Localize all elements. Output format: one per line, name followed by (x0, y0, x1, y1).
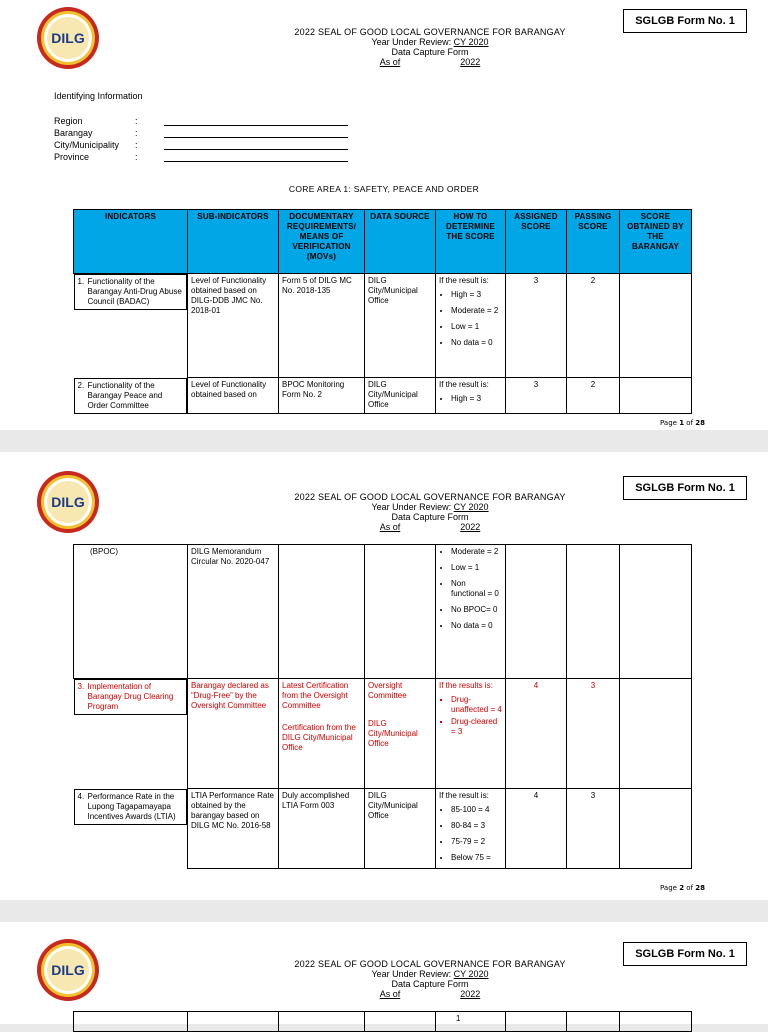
list-item: • No data = 0 (451, 338, 502, 348)
logo-text: DILG (51, 962, 85, 978)
form-number-box (623, 476, 747, 500)
list-item: ▪ Drug-cleared = 3 (451, 717, 502, 737)
core-area-title: CORE AREA 1: SAFETY, PEACE AND ORDER (288, 184, 480, 194)
how-cell: If the result is: • 85-100 = 4 • 80-84 = 3 • 75-79 = 2 • Below 75 = (436, 789, 506, 869)
how-cell (436, 545, 506, 679)
list-item: • High = 3 (451, 394, 502, 404)
header-title: 2022 SEAL OF GOOD LOCAL GOVERNANCE FOR BARANGAY (294, 27, 566, 37)
col-sub-indicators: SUB-INDICATORS (188, 210, 279, 274)
field-province: Province : (54, 152, 374, 164)
how-cell: If the result is: • High = 3 (436, 378, 506, 414)
document-header (260, 492, 600, 532)
sub-indicator-cell: Level of Functionality obtained based on DILG-DDB JMC No. 2018-01 (188, 274, 279, 378)
header-year: Year Under Review: CY 2020 (371, 37, 489, 47)
table-row (74, 789, 692, 869)
logo-text: DILG (51, 494, 85, 510)
table-row (74, 1012, 692, 1032)
header-form-name: Data Capture Form (391, 512, 469, 522)
header-year: Year Under Review: CY 2020 (371, 502, 489, 512)
list-item: • 85-100 = 4 (451, 805, 502, 815)
col-assigned: ASSIGNED SCORE (506, 210, 567, 274)
list-item: • Low = 1 (451, 563, 502, 573)
sub-indicator-cell: Barangay declared as “Drug-Free” by the Oversight Committee (188, 679, 279, 789)
page-3 (0, 922, 768, 1024)
city-input[interactable] (164, 149, 348, 150)
list-item: ▪ Drug-unaffected = 4 (451, 695, 502, 715)
table-row (74, 274, 692, 378)
how-cell: If the result is: • High = 3 • Moderate = 2 • Low = 1 • No data = 0 (436, 274, 506, 378)
form-number: SGLGB Form No. 1 (635, 482, 735, 494)
form-number: SGLGB Form No. 1 (635, 948, 735, 960)
table-row (74, 378, 692, 414)
header-title: 2022 SEAL OF GOOD LOCAL GOVERNANCE FOR BARANGAY (294, 492, 566, 502)
col-data-source: DATA SOURCE (365, 210, 436, 274)
col-obtained: SCORE OBTAINED BY THE BARANGAY (620, 210, 692, 274)
obtained-score[interactable] (620, 378, 692, 414)
province-input[interactable] (164, 161, 348, 162)
page-2 (0, 452, 768, 900)
indicator-cell: 4. Performance Rate in the Lupong Tagapamayapa Incentives Awards (LTIA) (74, 789, 188, 825)
list-item: • No data = 0 (451, 621, 502, 631)
page-1 (0, 0, 768, 430)
indicators-table-p3 (73, 1011, 692, 1032)
obtained-score[interactable] (620, 679, 692, 789)
assigned-score: 4 (506, 679, 567, 789)
header-asof: As of 2022 (379, 57, 481, 67)
dilg-logo (36, 938, 100, 1002)
form-number: SGLGB Form No. 1 (635, 15, 735, 27)
header-form-name: Data Capture Form (391, 47, 469, 57)
source-cell: DILG City/Municipal Office (365, 378, 436, 414)
mov-cell: Duly accomplished LTIA Form 003 (279, 789, 365, 869)
header-asof: As of 2022 (379, 989, 481, 999)
list-item: • Non functional = 0 (451, 579, 502, 599)
passing-score: 2 (567, 274, 620, 378)
passing-score: 3 (567, 789, 620, 869)
dilg-logo (36, 470, 100, 534)
assigned-score: 3 (506, 274, 567, 378)
list-item: • Moderate = 2 (451, 306, 502, 316)
field-city: City/Municipality : (54, 140, 374, 152)
list-item: • 75-79 = 2 (451, 837, 502, 847)
table-row (74, 679, 692, 789)
source-cell: Oversight Committee DILG City/Municipal Office (365, 679, 436, 789)
dilg-logo (36, 6, 100, 70)
assigned-score: 4 (506, 789, 567, 869)
mov-cell: Latest Certification from the Oversight Committee Certification from the DILG City/Municipal Office (279, 679, 365, 789)
form-number-box (623, 9, 747, 33)
source-cell: DILG City/Municipal Office (365, 789, 436, 869)
header-year: Year Under Review: CY 2020 (371, 969, 489, 979)
indicator-cell: 3. Implementation of Barangay Drug Clearing Program (74, 679, 188, 715)
indicator-cell: 1. Functionality of the Barangay Anti-Drug Abuse Council (BADAC) (74, 274, 188, 310)
header-asof: As of 2022 (379, 522, 481, 532)
header-title: 2022 SEAL OF GOOD LOCAL GOVERNANCE FOR BARANGAY (294, 959, 566, 969)
barangay-input[interactable] (164, 137, 348, 138)
col-indicators: INDICATORS (74, 210, 188, 274)
document-header (260, 959, 600, 999)
list-item: • Moderate = 2 (451, 547, 502, 557)
source-cell: DILG City/Municipal Office (365, 274, 436, 378)
document-header (260, 27, 600, 67)
list-item: • 80-84 = 3 (451, 821, 502, 831)
passing-score: 2 (567, 378, 620, 414)
mov-cell: Form 5 of DILG MC No. 2018-135 (279, 274, 365, 378)
assigned-score: 3 (506, 378, 567, 414)
obtained-score[interactable] (620, 545, 692, 679)
table-row (74, 545, 692, 679)
list-item: • High = 3 (451, 290, 502, 300)
list-item: • No BPOC= 0 (451, 605, 502, 615)
page-number: Page 1 of 28 (660, 419, 706, 427)
col-movs: DOCUMENTARY REQUIREMENTS/ MEANS OF VERIFICATION (MOVs) (279, 210, 365, 274)
obtained-score[interactable] (620, 274, 692, 378)
obtained-score[interactable] (620, 789, 692, 869)
list-item: • Low = 1 (451, 322, 502, 332)
passing-score: 3 (567, 679, 620, 789)
mov-cell: BPOC Monitoring Form No. 2 (279, 378, 365, 414)
identifying-title: Identifying Information (54, 91, 143, 101)
header-form-name: Data Capture Form (391, 979, 469, 989)
indicator-cell: 2. Functionality of the Barangay Peace and Order Committee (74, 378, 188, 414)
form-number-box (623, 942, 747, 966)
indicators-table-p1 (73, 209, 692, 414)
col-how-to: HOW TO DETERMINE THE SCORE (436, 210, 506, 274)
field-region: Region : (54, 116, 374, 128)
sub-indicator-cell: LTIA Performance Rate obtained by the barangay based on DILG MC No. 2016-58 (188, 789, 279, 869)
field-barangay: Barangay : (54, 128, 374, 140)
indicators-table-p2 (73, 544, 692, 869)
list-item: • Below 75 = (451, 853, 502, 863)
how-cell: If the results is: ▪ Drug-unaffected = 4 ▪ Drug-cleared = 3 (436, 679, 506, 789)
how-cell: 1 (436, 1012, 506, 1032)
region-input[interactable] (164, 125, 348, 126)
col-passing: PASSING SCORE (567, 210, 620, 274)
page-number: Page 2 of 28 (660, 884, 706, 892)
indicator-cell: (BPOC) (74, 545, 188, 679)
sub-indicator-cell: DILG Memorandum Circular No. 2020-047 (188, 545, 279, 679)
sub-indicator-cell: Level of Functionality obtained based on (188, 378, 279, 414)
logo-text: DILG (51, 30, 85, 46)
